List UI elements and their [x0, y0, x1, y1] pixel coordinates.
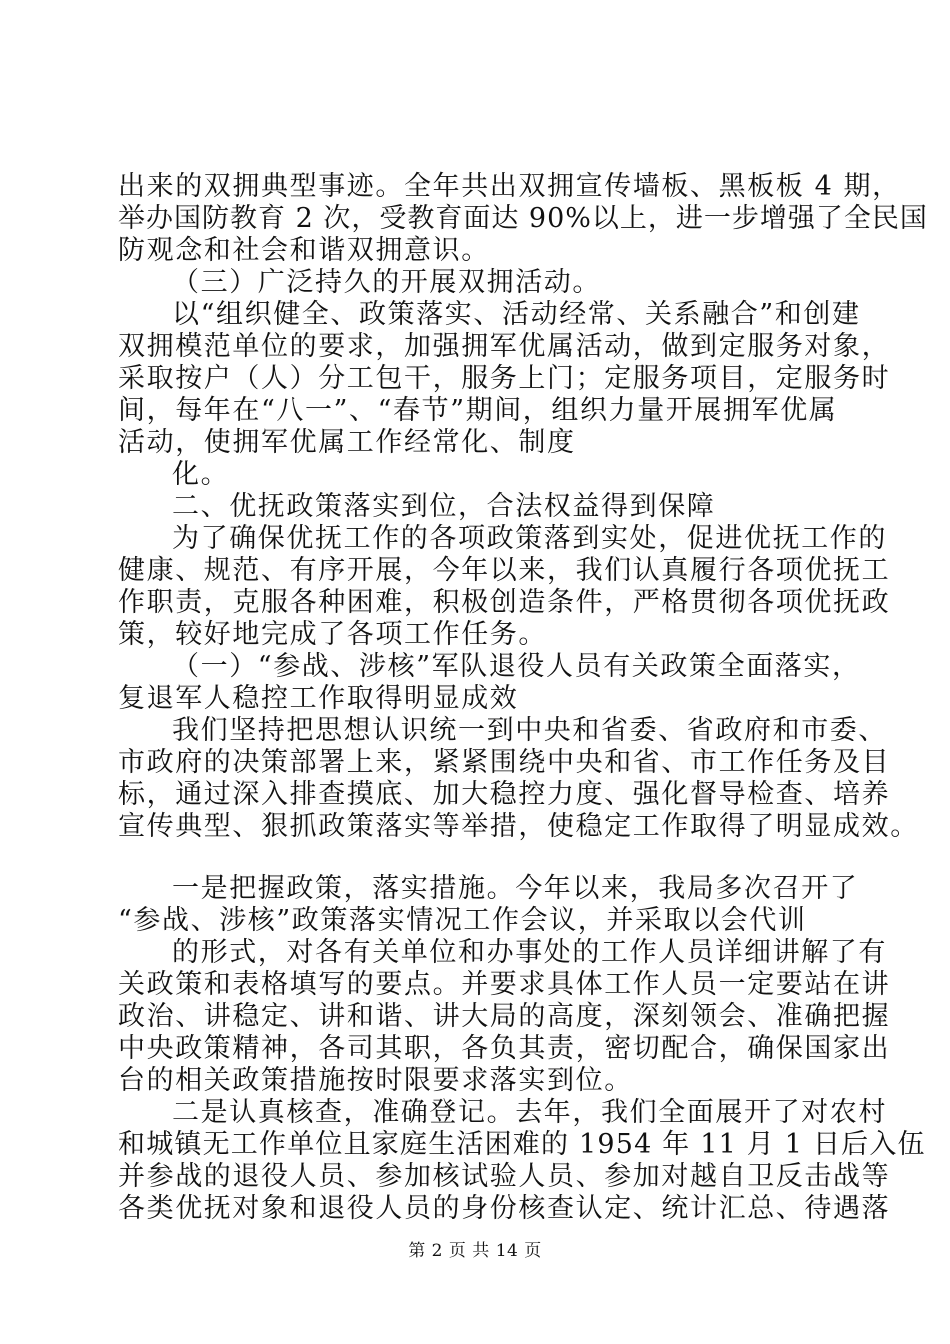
text-line: 中央政策精神，各司其职，各负其责，密切配合，确保国家出 — [118, 1033, 891, 1064]
text-line: 我们坚持把思想认识统一到中央和省委、省政府和市委、 — [172, 715, 887, 746]
text-line: 以“组织健全、政策落实、活动经常、关系融合”和创建 — [172, 299, 861, 330]
text-line: 防观念和社会和谐双拥意识。 — [118, 235, 490, 266]
text-line: 宣传典型、狠抓政策落实等举措，使稳定工作取得了明显成效。 — [118, 811, 919, 842]
text-line: 为了确保优抚工作的各项政策落到实处，促进优抚工作的 — [172, 523, 887, 554]
text-line: 一是把握政策，落实措施。今年以来，我局多次召开了 — [172, 873, 859, 904]
text-line: 策，较好地完成了各项工作任务。 — [118, 619, 547, 650]
text-line: 各类优抚对象和退役人员的身份核查认定、统计汇总、待遇落 — [118, 1193, 891, 1224]
text-line: 双拥模范单位的要求，加强拥军优属活动，做到定服务对象， — [118, 331, 891, 362]
section-heading: 二、优抚政策落实到位，合法权益得到保障 — [172, 491, 716, 522]
text-line: 并参战的退役人员、参加核试验人员、参加对越自卫反击战等 — [118, 1161, 891, 1192]
text-line: 健康、规范、有序开展，今年以来，我们认真履行各项优抚工 — [118, 555, 891, 586]
section-heading: 复退军人稳控工作取得明显成效 — [118, 683, 519, 714]
section-heading: （三）广泛持久的开展双拥活动。 — [172, 267, 601, 298]
text-line: 台的相关政策措施按时限要求落实到位。 — [118, 1065, 633, 1096]
text-line: 关政策和表格填写的要点。并要求具体工作人员一定要站在讲 — [118, 969, 891, 1000]
text-line: 出来的双拥典型事迹。全年共出双拥宣传墙板、黑板板 4 期， — [118, 171, 901, 202]
text-line: 政治、讲稳定、讲和谐、讲大局的高度，深刻领会、准确把握 — [118, 1001, 891, 1032]
text-line: 采取按户（人）分工包干，服务上门；定服务项目，定服务时 — [118, 363, 891, 394]
text-line: 举办国防教育 2 次，受教育面达 90%以上，进一步增强了全民国 — [118, 203, 928, 234]
page-footer: 第 2 页 共 14 页 — [408, 1241, 542, 1261]
text-line: 二是认真核查，准确登记。去年，我们全面展开了对农村 — [172, 1097, 887, 1128]
text-line: 作职责，克服各种困难，积极创造条件，严格贯彻各项优抚政 — [118, 587, 891, 618]
text-line: 和城镇无工作单位且家庭生活困难的 1954 年 11 月 1 日后入伍 — [118, 1129, 926, 1160]
text-line: “参战、涉核”政策落实情况工作会议，并采取以会代训 — [118, 905, 807, 936]
text-line: 活动，使拥军优属工作经常化、制度 — [118, 427, 576, 458]
text-line: 市政府的决策部署上来，紧紧围绕中央和省、市工作任务及目 — [118, 747, 891, 778]
text-line: 的形式，对各有关单位和办事处的工作人员详细讲解了有 — [172, 937, 887, 968]
text-line: 间，每年在“八一”、“春节”期间，组织力量开展拥军优属 — [118, 395, 838, 426]
text-line: 化。 — [172, 459, 230, 490]
text-line: 标，通过深入排查摸底、加大稳控力度、强化督导检查、培养 — [118, 779, 891, 810]
section-heading: （一）“参战、涉核”军队退役人员有关政策全面落实， — [172, 651, 861, 682]
